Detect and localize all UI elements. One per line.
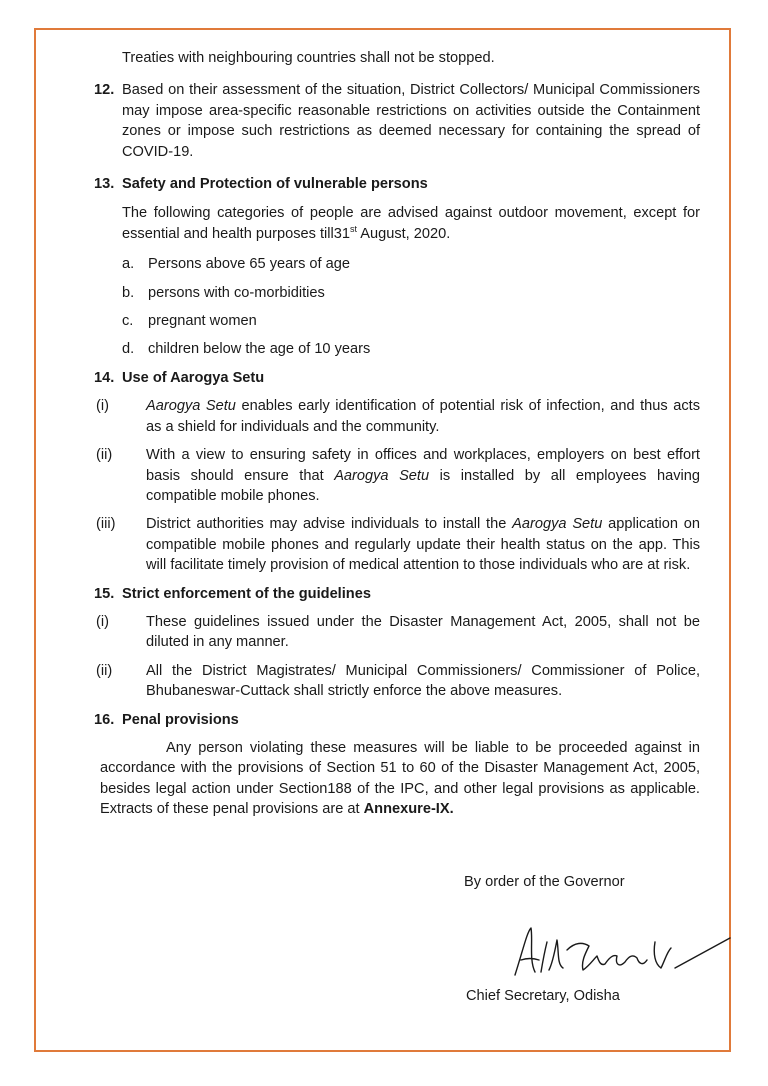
- signature-image: [505, 920, 735, 990]
- penal-text: Any person violating these measures will be liable to be proceeded against in accordance with the provisions of Section 51 to 60 of the Disaster Management Act, 2005, besides legal action under Section188 of the IPC, and other legal provisions as applicable. Extracts of these penal provisions are at: [100, 739, 700, 818]
- roman-label: (i): [96, 398, 109, 415]
- superscript: st: [349, 223, 357, 234]
- list-item: [122, 254, 700, 274]
- item-text: All the District Magistrates/ Municipal Commissioners/ Commissioner of Police, Bhubaneswar-Cuttack shall strictly enforce the above measures.: [146, 662, 700, 700]
- section-16-heading: [94, 710, 700, 730]
- intro-line: Treaties with neighbouring countries shall not be stopped.: [122, 50, 495, 66]
- item-text: [146, 396, 700, 437]
- item-text: These guidelines issued under the Disaster Management Act, 2005, shall not be diluted in any manner.: [146, 613, 700, 651]
- enforcement-item-i: [94, 612, 700, 653]
- aarogya-item-iii: [94, 514, 700, 575]
- item-text: [146, 514, 700, 575]
- app-name: Aarogya Setu: [512, 516, 603, 533]
- section-title: Safety and Protection of vulnerable persons: [122, 176, 428, 193]
- list-text: pregnant women: [148, 313, 257, 330]
- list-item: [122, 311, 700, 331]
- item-text-after: is installed by all employees having compatible mobile phones.: [146, 467, 700, 504]
- roman-label: (i): [96, 613, 109, 630]
- section-number: 16.: [94, 711, 115, 728]
- app-name: Aarogya Setu: [146, 398, 236, 415]
- section-number: 14.: [94, 369, 115, 386]
- list-text: Persons above 65 years of age: [148, 256, 351, 273]
- list-label: a.: [122, 256, 135, 273]
- list-item: [122, 339, 700, 359]
- penal-paragraph: [94, 738, 700, 820]
- section-12-text: Based on their assessment of the situation, District Collectors/ Municipal Commissioners may impose area-specific reasonable restrictions on activities outside the Containment zones or impose such restrictions as deemed necessary for containing the spread of COVID-19.: [122, 82, 700, 160]
- item-text-rest: enables early identification of potential risk of infection, and thus acts as a shield for individuals and the community.: [146, 398, 700, 435]
- app-name: Aarogya Setu: [334, 467, 430, 484]
- aarogya-item-ii: [94, 445, 700, 506]
- section-13-paragraph: [94, 203, 700, 244]
- signoff: By order of the Governor: [464, 874, 625, 890]
- roman-label: (iii): [96, 516, 116, 533]
- aarogya-item-i: [94, 396, 700, 437]
- document-body: [94, 48, 700, 820]
- section-number: 15.: [94, 585, 115, 602]
- roman-label: (ii): [96, 662, 113, 679]
- item-text-after: application on compatible mobile phones and regularly update their health status on the app. This will facilitate timely provision of medical attention to those individuals who are at risk.: [146, 516, 700, 574]
- section-number: 12.: [94, 82, 115, 99]
- section-title: Strict enforcement of the guidelines: [122, 585, 371, 602]
- section-12: [94, 80, 700, 162]
- section-15-heading: [94, 584, 700, 604]
- annexure-ref: Annexure-IX.: [363, 801, 454, 818]
- roman-label: (ii): [96, 447, 113, 464]
- section-13-heading: [94, 174, 700, 194]
- list-text: children below the age of 10 years: [148, 341, 371, 358]
- section-title: Penal provisions: [122, 711, 239, 728]
- list-label: c.: [122, 313, 134, 330]
- para-text: August, 2020.: [357, 225, 451, 242]
- section-title: Use of Aarogya Setu: [122, 369, 265, 386]
- list-label: b.: [122, 284, 135, 301]
- item-text-before: District authorities may advise individuals to install the: [146, 516, 513, 533]
- item-text-before: With a view to ensuring safety in offices and workplaces, employers on best effort basis should ensure that: [146, 447, 700, 484]
- list-item: [122, 283, 700, 303]
- list-label: d.: [122, 341, 135, 358]
- list-text: persons with co-morbidities: [148, 284, 325, 301]
- section-14-heading: [94, 368, 700, 388]
- enforcement-item-ii: [94, 661, 700, 702]
- item-text: [146, 445, 700, 506]
- para-text: The following categories of people are advised against outdoor movement, except for essential and health purposes till31: [122, 205, 700, 242]
- section-number: 13.: [94, 176, 115, 193]
- vulnerable-persons-list: [94, 254, 700, 360]
- signatory-title: Chief Secretary, Odisha: [466, 988, 620, 1004]
